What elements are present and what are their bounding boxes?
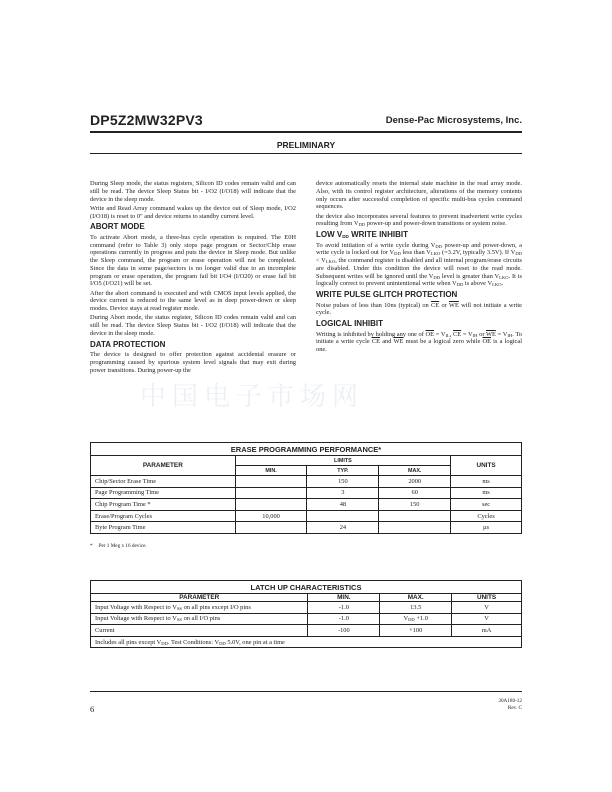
doc-number: 30A180-12 (498, 698, 522, 704)
latch-table-title: LATCH UP CHARACTERISTICS (91, 581, 522, 594)
page-number: 6 (90, 704, 95, 714)
page-header (90, 112, 522, 128)
data-protection-paragraph: The device is designed to offer protection against accidental erasure or programming caused by spurious system level signals that may exit during power transitions. During power-up the (90, 351, 296, 374)
watermark: 中国电子市场网 (140, 382, 365, 412)
part-number: DP5Z2MW32PV3 (90, 112, 203, 128)
latch-col-max: MAX. (380, 594, 452, 602)
erase-col-max: MAX. (379, 466, 451, 476)
table-row: Page Programming Time 3 60 ms (91, 487, 522, 499)
right-column (316, 180, 522, 355)
table-row: Input Voltage with Respect to $V_{SS}$ on all I/O pins -1.0 $V_{DD} +1.0$ V (91, 613, 522, 625)
table-row: Input Voltage with Respect to $V_{SS}$ on all pins except I/O pins -1.0 13.5 V (91, 602, 522, 614)
abort-paragraph-2: After the abort command is executed and with CMOS input levels applied, the device current is reduced to the same level as in deep power-down or sleep modes. Device stays at read register mode. (90, 289, 296, 312)
inadvertent-write-paragraph: the device also incorporates several features to prevent inadvertent write cycles resulting from $V_{DD}$ power-up and power-down transitions or system noise. (316, 212, 522, 228)
left-column (90, 180, 296, 376)
footer-rule (90, 691, 522, 692)
erase-table-title: ERASE PROGRAMMING PERFORMANCE* (91, 443, 522, 456)
erase-col-typ: TYP. (307, 466, 379, 476)
abort-mode-heading: ABORT MODE (90, 222, 145, 232)
document-reference (498, 698, 522, 712)
data-protection-heading: DATA PROTECTION (90, 339, 166, 349)
latch-col-parameter: PARAMETER (91, 594, 308, 602)
low-vdd-paragraph: To avoid initiation of a write cycle during $V_{DD}$ power-up and power-down, a write cycle is locked out for $V_{DD}$ less than $V_{LKO}$ (=3.2V, typically 3.5V). If $V_{DD} < V_{LKO}$, the command register is disabled and all internal program/erase circuits are disabled. Under this condition the device will reset to the read mode. Subsequent writes will be ignored until the $V_{DD}$ level is greater than $V_{LKO}$. It is logically correct to prevent unintentional write when $V_{DD}$ is above $V_{LKO}$. (316, 241, 522, 288)
erase-col-units: UNITS (451, 456, 522, 476)
abort-paragraph-1: To activate Abort mode, a three-bus cycle operation is required. The E0H command (refer to Table 3) only stops page program or Sector/Chip erase operations currently in progress and puts the device in Sleep mode. But unlike the Sleep command, the program or erase operation will not be completed. Since the data in some page/sectors is no longer valid due to an incomplete program or erase operation, the program fail bit I/O4 (I/O20) or erase fail bit I/O5 (I/O21) will be set. (90, 233, 296, 288)
table-row: Erase/Program Cycles 10,000 Cycles (91, 510, 522, 522)
latch-up-table (90, 580, 522, 648)
wake-paragraph: Write and Read Array command wakes up the device out of Sleep mode, I/O2 (I/O18) is reset to 0" and device returns to standby current level. (90, 204, 296, 220)
low-vdd-heading: LOW $V_{DD}$ WRITE INHIBIT (316, 230, 408, 239)
section-title: PRELIMINARY (276, 140, 336, 150)
erase-col-limits: LIMITS (235, 456, 450, 466)
table-footnote: * Per 1 Meg x 16 device. (90, 543, 147, 549)
logical-inhibit-heading: LOGICAL INHIBIT (316, 319, 383, 328)
table-row: Chip/Sector Erase Time 150 2000 ms (91, 476, 522, 488)
erase-programming-table (90, 442, 522, 534)
glitch-protection-heading: WRITE PULSE GLITCH PROTECTION (316, 290, 458, 299)
abort-paragraph-3: During Abort mode, the status register, Silicon ID codes remain valid and can still be read. The device Sleep Status bit - I/O2 (I/O18) will indicate that the device in the sleep mode. (90, 314, 296, 337)
table-row: Byte Program Time 24 µs (91, 522, 522, 534)
sleep-paragraph: During Sleep mode, the status registers, Silicon ID codes remain valid and can still be read. The device Sleep Status bit - I/O2 (I/O18) will indicate that the device in the sleep mode. (90, 180, 296, 203)
header-rule (90, 131, 522, 133)
reset-paragraph: device automatically resets the internal state machine in the read array mode. Also, with its control register architecture, alterations of the memory contents only occurs after successful completion of specific multi-bus cycles command sequences. (316, 180, 522, 211)
erase-col-parameter: PARAMETER (91, 456, 236, 476)
latch-col-min: MIN. (308, 594, 380, 602)
table-row: Chip Program Time * 48 150 sec (91, 499, 522, 511)
glitch-paragraph: Noise pulses of less than 10ns (typical) on $\overline{CE}$ or $\overline{WE}$ will not initiate a write cycle. (316, 301, 522, 317)
company-name: Dense-Pac Microsystems, Inc. (385, 115, 522, 126)
section-rule (90, 153, 522, 154)
table-row: Current -100 +100 mA (91, 625, 522, 637)
latch-col-units: UNITS (452, 594, 522, 602)
erase-col-min: MIN. (235, 466, 307, 476)
logical-inhibit-paragraph: Writing is inhibited by holding any one of $\overline{OE} = V_{IL}$, $\overline{CE} = V_{IH}$ or $\overline{WE} = V_{IH}$. To initiate a write cycle $\overline{CE}$ and $\overline{WE}$ must be a logical zero while $\overline{OE}$ is a logical one. (316, 330, 522, 353)
table-note-row: Includes all pins except $V_{DD}$. Test Conditions: $V_{DD}$ 5.0V, one pin at a time (91, 636, 522, 648)
revision: Rev. C (507, 705, 522, 711)
